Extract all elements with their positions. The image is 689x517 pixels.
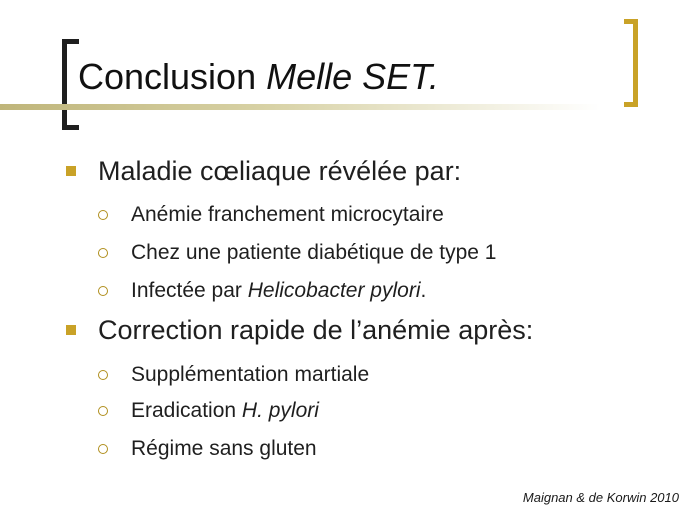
circle-bullet-icon: [98, 248, 108, 258]
title-italic: Melle SET.: [266, 56, 439, 97]
square-bullet-icon: [66, 325, 76, 335]
sub-bullet-text: Supplémentation martiale: [131, 363, 370, 386]
circle-bullet-icon: [98, 370, 108, 380]
title-main: Conclusion: [78, 56, 257, 97]
sub-bullet-text: Chez une patiente diabétique de type 1: [131, 241, 497, 264]
citation: Maignan & de Korwin 2010: [522, 490, 679, 505]
circle-bullet-icon: [98, 286, 108, 296]
circle-bullet-icon: [98, 210, 108, 220]
circle-bullet-icon: [98, 444, 108, 454]
circle-bullet-icon: [98, 406, 108, 416]
bullet-text: Maladie cœliaque révélée par:: [98, 156, 462, 186]
sub-bullet-text: Infectée par Helicobacter pylori.: [131, 279, 427, 302]
sub-bullet-text: Eradication H. pylori: [131, 399, 319, 422]
bullet-text: Correction rapide de l’anémie après:: [98, 315, 534, 345]
sub-bullet-text: Anémie franchement microcytaire: [131, 203, 444, 226]
square-bullet-icon: [66, 166, 76, 176]
sub-bullet-text: Régime sans gluten: [131, 437, 317, 460]
